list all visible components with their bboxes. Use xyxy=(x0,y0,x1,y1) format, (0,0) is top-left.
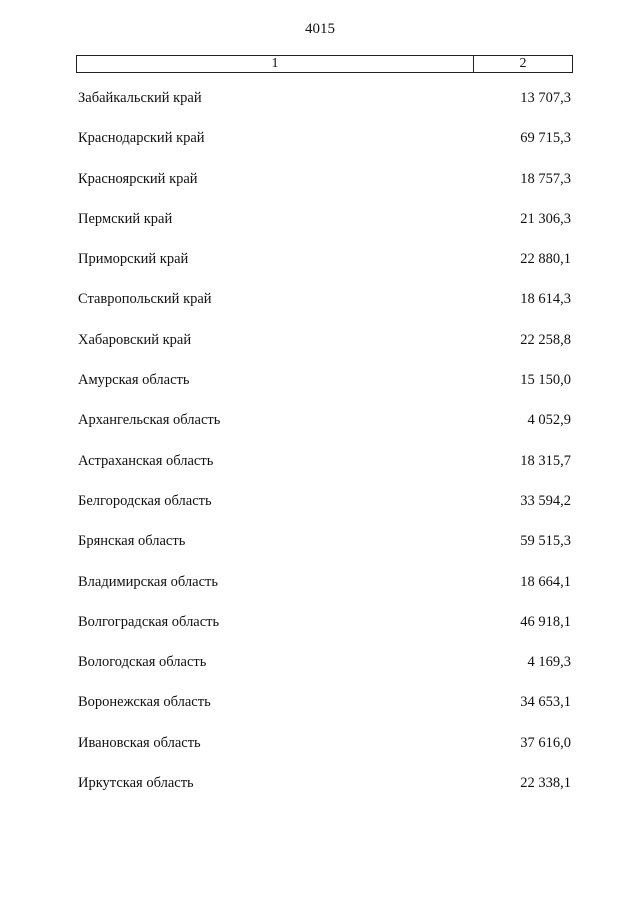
table-row xyxy=(78,88,571,128)
table-header xyxy=(76,55,573,73)
table-row xyxy=(78,169,571,209)
table-row xyxy=(78,209,571,249)
table-row xyxy=(78,531,571,571)
column-header-1: 1 xyxy=(77,56,474,72)
table-row xyxy=(78,249,571,289)
table-row xyxy=(78,491,571,531)
region-name: Амурская область xyxy=(78,372,190,389)
table-row xyxy=(78,330,571,370)
region-value: 15 150,0 xyxy=(520,372,571,389)
region-value: 69 715,3 xyxy=(520,130,571,147)
region-name: Приморский край xyxy=(78,251,189,268)
region-name: Ивановская область xyxy=(78,734,201,751)
table-row xyxy=(78,572,571,612)
table-row xyxy=(78,289,571,329)
region-value: 22 880,1 xyxy=(520,251,571,268)
region-value: 34 653,1 xyxy=(520,694,571,711)
region-name: Астраханская область xyxy=(78,452,214,469)
table-row xyxy=(78,128,571,168)
region-name: Владимирская область xyxy=(78,573,218,590)
region-value: 33 594,2 xyxy=(520,492,571,509)
table-row xyxy=(78,733,571,773)
page-number: 4015 xyxy=(305,21,335,37)
region-value: 59 515,3 xyxy=(520,533,571,550)
region-name: Ставропольский край xyxy=(78,291,212,308)
table-row xyxy=(78,370,571,410)
table-row xyxy=(78,773,571,813)
region-value: 18 614,3 xyxy=(520,291,571,308)
region-name: Краснодарский край xyxy=(78,130,205,147)
region-name: Иркутская область xyxy=(78,775,194,792)
region-value: 4 052,9 xyxy=(527,412,571,429)
region-value: 18 315,7 xyxy=(520,452,571,469)
region-name: Воронежская область xyxy=(78,694,211,711)
region-name: Красноярский край xyxy=(78,170,198,187)
table-row xyxy=(78,451,571,491)
table-row xyxy=(78,652,571,692)
region-name: Волгоградская область xyxy=(78,613,220,630)
table-row xyxy=(78,612,571,652)
region-value: 21 306,3 xyxy=(520,210,571,227)
region-value: 22 258,8 xyxy=(520,331,571,348)
region-name: Забайкальский край xyxy=(78,90,202,106)
region-value: 4 169,3 xyxy=(527,654,571,671)
region-value: 46 918,1 xyxy=(520,613,571,630)
region-name: Пермский край xyxy=(78,210,173,227)
region-value: 18 757,3 xyxy=(520,170,571,187)
region-name: Вологодская область xyxy=(78,654,207,671)
region-value: 13 707,3 xyxy=(520,90,571,106)
region-value: 22 338,1 xyxy=(520,775,571,792)
region-name: Белгородская область xyxy=(78,492,212,509)
region-value: 18 664,1 xyxy=(520,573,571,590)
region-name: Хабаровский край xyxy=(78,331,192,348)
region-name: Брянская область xyxy=(78,533,186,550)
column-header-2: 2 xyxy=(519,56,527,71)
table-row xyxy=(78,692,571,732)
table-body xyxy=(78,88,571,813)
region-value: 37 616,0 xyxy=(520,734,571,751)
table-row xyxy=(78,410,571,450)
region-name: Архангельская область xyxy=(78,412,221,429)
